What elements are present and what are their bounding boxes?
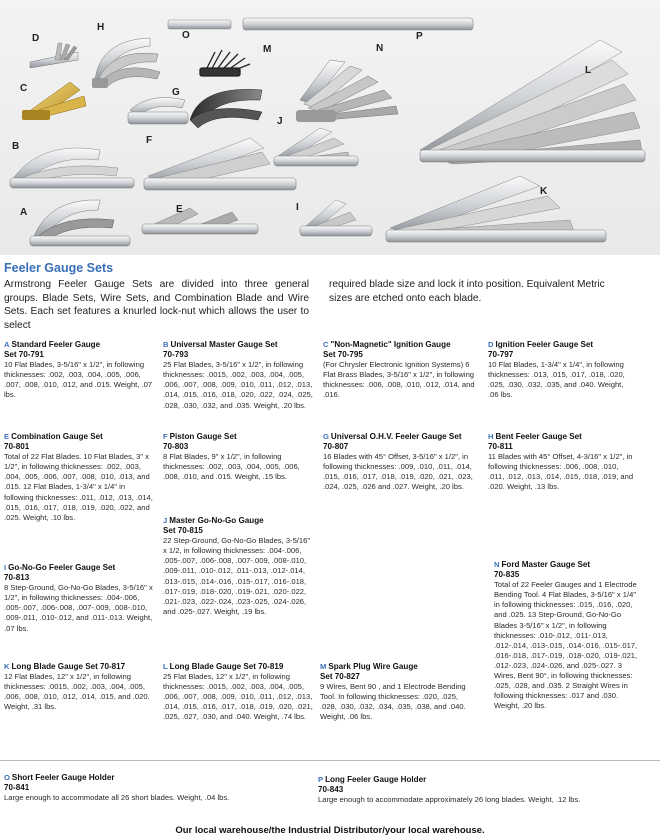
item-letter: H — [488, 432, 494, 441]
item-description: Large enough to accommodate all 26 short blades. Weight, .04 lbs. — [4, 793, 230, 803]
product-item-k — [4, 662, 156, 712]
item-number: 70-807 — [323, 442, 349, 452]
section-title: Feeler Gauge Sets — [4, 261, 114, 275]
photo-label-c: C — [20, 83, 28, 94]
item-name: Long Blade Gauge Set — [11, 662, 98, 671]
item-description: Total of 22 Flat Blades. 10 Flat Blades, 3" x 1/2", in following thicknesses: .002, .003, .004, .005, .006, .007, .008, .010, .013, and .015. 12 Flat Blades, 1-3/4" x 1/4" in following thicknesses: .011, .012, .013, .014, .015, .016, .017, .018, .019, .020, .022, and .025. Weight, .10 lbs. — [4, 452, 153, 522]
gauge-f — [144, 138, 296, 190]
gauge-a — [30, 200, 130, 246]
gauge-h — [92, 38, 160, 88]
item-letter: G — [323, 432, 329, 441]
gauge-g — [128, 89, 262, 128]
gauge-c — [22, 82, 86, 120]
item-description: 9 Wires, Bent 90 , and 1 Electrode Bending Tool. In following thicknesses: .020, .025, .028, .030, .032, .034, .035, .038, and .040. Weight, .06 lbs. — [320, 682, 466, 722]
gauge-m — [200, 50, 250, 76]
item-letter: C — [323, 340, 329, 349]
product-item-a — [4, 340, 154, 401]
item-set-word: Set — [4, 350, 17, 360]
gauge-o — [168, 20, 231, 29]
photo-label-e: E — [176, 204, 183, 215]
photo-label-a: A — [20, 207, 28, 218]
item-name: Spark Plug Wire Gauge — [328, 662, 418, 671]
item-letter: O — [4, 773, 10, 782]
photo-label-l: L — [585, 65, 592, 76]
product-item-n — [494, 560, 644, 711]
photo-label-j: J — [277, 116, 283, 127]
item-description: 8 Step-Ground, Go-No-Go Blades, 3-5/16" x 1/2", in following thicknesses: .004-.006, .005-.007, .006-.008, .007-.009, .008-.010, .009-.011, .010-.012, and .011-.013. Weight, .07 lbs. — [4, 583, 153, 633]
product-item-o — [4, 773, 304, 803]
item-number: 70-835 — [494, 570, 520, 580]
product-item-b — [163, 340, 315, 411]
product-item-p — [318, 775, 618, 805]
product-item-i — [4, 563, 154, 634]
item-name: "Non-Magnetic" Ignition Gauge — [330, 340, 451, 349]
item-name: Go-No-Go Feeler Gauge Set — [8, 563, 116, 572]
product-item-e — [4, 432, 154, 523]
photo-label-n: N — [376, 43, 384, 54]
photo-label-p: P — [416, 31, 423, 42]
intro-paragraph-right: required blade size and lock it into position. Equivalent Metric sizes are etched onto each blade. — [329, 279, 605, 304]
gauge-e — [142, 208, 258, 234]
gauge-l — [420, 40, 645, 164]
item-description: 16 Blades with 45° Offset, 3-5/16" x 1/2", in following thicknesses: .009, .010, .011, .014, .015, .016, .017, .018, .019, .020, .021, .023, .024, .025, .026 and .027. Weight, .20 lbs. — [323, 452, 473, 492]
item-letter: M — [320, 662, 327, 671]
photo-label-k: K — [540, 186, 548, 197]
product-item-g — [323, 432, 478, 493]
item-letter: A — [4, 340, 10, 349]
photo-label-f: F — [146, 135, 153, 146]
photo-label-o: O — [182, 30, 190, 41]
gauge-j — [274, 128, 358, 166]
item-letter: K — [4, 662, 10, 671]
item-name: Combination Gauge Set — [11, 432, 103, 441]
photo-label-m: M — [263, 44, 272, 55]
product-item-d — [488, 340, 636, 401]
item-letter: D — [488, 340, 494, 349]
product-item-f — [163, 432, 315, 482]
footer-tagline: Our local warehouse/the Industrial Distributor/your local warehouse. — [175, 825, 485, 836]
item-name: Universal Master Gauge Set — [170, 340, 278, 349]
item-description: 11 Blades with 45° Offset, 4-3/16" x 1/2", in following thicknesses: .006, .008, .010, .011, .012, .013, .014, .015, .018, .019, and .020. Weight, .13 lbs. — [488, 452, 634, 492]
item-name: Master Go-No-Go Gauge — [169, 516, 264, 525]
item-name: Long Blade Gauge Set — [169, 662, 256, 671]
item-letter: P — [318, 775, 324, 784]
gauge-b — [10, 148, 134, 188]
item-number: 70-827 — [334, 672, 360, 682]
item-number: 70-801 — [4, 442, 30, 452]
item-description: 25 Flat Blades, 12" x 1/2", in following thicknesses: .0015, .002, .003, .004, .005, .006, .007, .008, .009, .010, .011, .012, .013, .014, .015, .016, .017, .018, .019, .020, .021, .025, .027, .030, and .040. Weight, .74 lbs. — [163, 672, 313, 722]
feeler-gauges-illustration — [0, 0, 660, 255]
item-letter: I — [4, 563, 7, 572]
item-set-word: Set — [320, 672, 333, 682]
product-photo — [0, 0, 660, 255]
item-name: Piston Gauge Set — [169, 432, 237, 441]
item-number: 70-793 — [163, 350, 189, 360]
item-name: Ignition Feeler Gauge Set — [495, 340, 594, 349]
item-name: Short Feeler Gauge Holder — [11, 773, 115, 782]
item-name: Universal O.H.V. Feeler Gauge Set — [330, 432, 462, 441]
item-set-word: Set — [163, 526, 176, 536]
product-item-l — [163, 662, 315, 723]
photo-label-i: I — [296, 202, 299, 213]
item-description: Total of 22 Feeler Gauges and 1 Electrode Bending Tool. 4 Flat Blades, 3-5/16" x 1/4" in following thicknesses: .015, .016, .020, and .025. 13 Step-Ground, Go-No-Go Blades 3-5/16" x 1/2", in following thicknesses: .010-.012, .011-.013, .012-.014, .013-.015, .014-.016, .015-.017, .016-.018, .017-.019, .018-.020, .019-.021, .012-.023, .024-.026, and .025-.027. 3 Wires, Bent 90°, in following thicknesses: .025, .028, and .035. 2 Straight Wires in following thicknesses: .017 and .030. Weight, .20 lbs. — [494, 580, 638, 711]
item-number: 70-813 — [4, 573, 30, 583]
item-number: 70-791 — [18, 350, 44, 360]
item-description: 10 Flat Blades, 3-5/16" x 1/2", in following thicknesses: .002, .003, .004, .005, .006, .007, .008, .010, .012, and .015. Weight, .07 lbs. — [4, 360, 153, 400]
item-letter: E — [4, 432, 10, 441]
item-number: 70-803 — [163, 442, 189, 452]
product-item-h — [488, 432, 636, 493]
item-name: Long Feeler Gauge Holder — [325, 775, 427, 784]
gauge-k — [386, 176, 606, 242]
item-letter: J — [163, 516, 168, 525]
item-name: Standard Feeler Gauge — [11, 340, 101, 349]
item-letter: L — [163, 662, 168, 671]
item-name: Bent Feeler Gauge Set — [495, 432, 582, 441]
item-description: 12 Flat Blades, 12" x 1/2", in following thicknesses: .0015, .002, .003, .004, .005, .006, .008, .010, .012, .014, .015, and .020. Weight, .31 lbs. — [4, 672, 150, 712]
item-number: 70-817 — [99, 662, 126, 671]
item-description: Large enough to accommodate approximately 26 long blades. Weight, .12 lbs. — [318, 795, 581, 805]
photo-label-d: D — [32, 33, 40, 44]
gauge-p — [243, 18, 473, 30]
item-description: 10 Flat Blades, 1-3/4" x 1/4", in following thicknesses: .013, .015, .017, .018, .020, .025, .030, .032, .035, and .040. Weight, .06 lbs. — [488, 360, 625, 400]
product-item-m — [320, 662, 472, 723]
gauge-d — [30, 43, 78, 68]
item-description: 25 Flat Blades, 3-5/16" x 1/2", in following thicknesses: .0015, .002, .003, .004, .005, .006, .007, .008, .009, .010, .011, .012, .013, .014, .015, .016, .018, .020, .022, .024, .025, .028, .030, .032, and .035. Weight, .20 lbs. — [163, 360, 313, 410]
item-description: 8 Flat Blades, 9" x 1/2", in following thicknesses: .002, .003, .004, .005, .006, .008, .010, and .015. Weight, .15 lbs. — [163, 452, 300, 482]
gauge-n — [296, 60, 398, 122]
gauge-i — [300, 200, 372, 236]
photo-label-h: H — [97, 22, 105, 33]
product-item-c — [323, 340, 475, 401]
photo-label-b: B — [12, 141, 20, 152]
product-item-j — [163, 516, 315, 617]
divider — [0, 760, 660, 761]
photo-label-g: G — [172, 87, 180, 98]
item-letter: F — [163, 432, 168, 441]
item-number: 70-843 — [318, 785, 344, 795]
item-number: 70-795 — [337, 350, 363, 360]
item-number: 70-815 — [177, 526, 203, 536]
item-description: 22 Step-Ground, Go-No-Go Blades, 3-5/16" x 1/2, in following thicknesses: .004-.006, .005-.007, .006-.008, .007-.009, .008-.010, .009-.011, .010-.012, .011-.013, .012-.014, .013-.015, .014-.016, .015-.017, .016-.018, .017-.019, .018-.020, .019-.021, .020-.022, .021-.023, .022-.024, .023-.025, .024-.026, and .025-.027. Weight, .19 lbs. — [163, 536, 311, 616]
item-letter: N — [494, 560, 500, 569]
item-number: 70-841 — [4, 783, 30, 793]
item-number: 70-797 — [488, 350, 514, 360]
item-number: 70-811 — [488, 442, 513, 452]
intro-paragraph-left: Armstrong Feeler Gauge Sets are divided into three general groups. Blade Sets, Wire Sets, and Combination Blade and Wire Sets. Each set features a knurled lock-nut which allows the user to select — [4, 279, 309, 331]
item-set-word: Set — [323, 350, 336, 360]
item-number: 70-819 — [258, 662, 284, 671]
item-letter: B — [163, 340, 169, 349]
item-description: (For Chrysler Electronic Ignition Systems) 6 Flat Brass Blades, 3-5/16" x 1/2", in following thicknesses: .006, .008, .010, .012, .014, and .016. — [323, 360, 475, 400]
item-name: Ford Master Gauge Set — [501, 560, 591, 569]
